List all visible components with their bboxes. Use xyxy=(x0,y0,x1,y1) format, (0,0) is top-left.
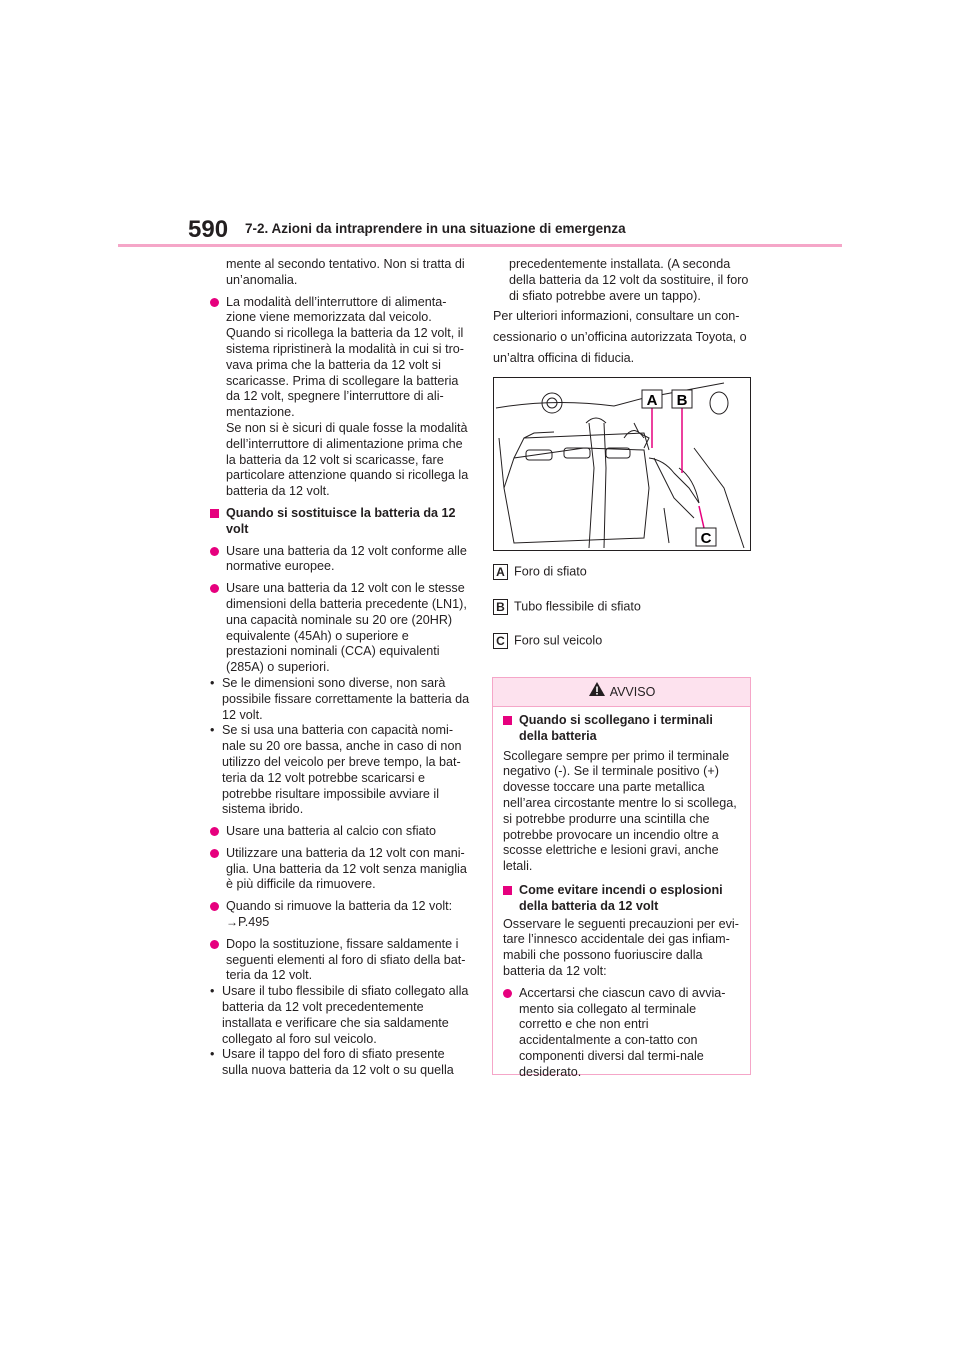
battery-illustration xyxy=(493,377,751,551)
warning-triangle-icon xyxy=(588,679,606,707)
warning-bullet: Accertarsi che ciascun cavo di avvia-mento sia collegato al terminale corretto e che non entri accidentalmente a con-tatto con componenti diversi dal termi-nale desiderato. xyxy=(503,986,740,1081)
warning-box xyxy=(492,677,751,1079)
continued-text: precedentemente installata. (A seconda della batteria da 12 volt da sostituire, il foro di sfiato potrebbe avere un tappo). xyxy=(509,257,749,303)
bullet-text: Quando si rimuove la batteria da 12 volt: xyxy=(226,899,453,914)
bullet-european: Usare una batteria da 12 volt conforme alle normative europee. xyxy=(210,544,472,576)
bullet-power-mode xyxy=(210,295,472,500)
figure-label-b: B xyxy=(676,392,688,409)
paragraph-dealer: Per ulteriori informazioni, consultare un con-cessionario o un’officina autorizzata Toyota, o un’altra officina di fiducia. xyxy=(493,309,747,366)
warning-heading-disconnect: Quando si scollegano i terminali della batteria xyxy=(503,713,740,745)
legend-text: Tubo flessibile di sfiato xyxy=(514,599,641,614)
warning-heading-fire: Come evitare incendi o esplosioni della batteria da 12 volt xyxy=(503,883,740,915)
bullet-text: La modalità dell’interruttore di alimenta-zione viene memorizzata dal veicolo. Quando si ricollega la batteria da 12 volt, il sistema ripristinerà la modalità in cui si tro-vava prima che la batteria da 12 volt si scaricasse. Prima di scollegare la batteria da 12 volt, spegnere l’interruttore di ali-mentazione. xyxy=(226,294,464,420)
dash-item: • Usare il tappo del foro di sfiato presente sulla nuova batteria da 12 volt o su quella xyxy=(210,1047,472,1079)
warning-title: AVVISO xyxy=(609,685,656,699)
right-column xyxy=(493,257,755,369)
page-reference-link[interactable]: →P.495 xyxy=(226,915,270,930)
warning-body xyxy=(493,707,750,1081)
legend-item-a xyxy=(493,564,587,580)
bullet-dimensions xyxy=(210,581,472,676)
figure-label-c: C xyxy=(700,530,712,547)
warning-header xyxy=(493,678,750,707)
legend-text: Foro sul veicolo xyxy=(514,633,603,648)
battery-drawing xyxy=(494,378,750,550)
continued-text: mente al secondo tentativo. Non si tratta di un’anomalia. xyxy=(226,257,465,287)
bullet-calcium: Usare una batteria al calcio con sfiato xyxy=(210,824,472,840)
legend-text: Foro di sfiato xyxy=(514,564,587,579)
bullet-removal xyxy=(210,899,472,931)
bullet-handle: Utilizzare una batteria da 12 volt con mani-glia. Una batteria da 12 volt senza maniglia è più difficile da rimuovere. xyxy=(210,846,472,893)
bullet-after-replacement: Dopo la sostituzione, fissare saldamente i seguenti elementi al foro di sfiato della bat-teria da 12 volt. xyxy=(210,937,472,984)
bullet-text-extra: Se non si è sicuri di quale fosse la modalità dell’interruttore di alimentazione prima che la batteria da 12 volt si scaricasse, fare particolare attenzione quando si ricollega la batteria da 12 volt. xyxy=(226,420,469,499)
section-heading-replace: Quando si sostituisce la batteria da 12 volt xyxy=(210,506,472,538)
legend-letter: A xyxy=(493,564,508,580)
legend-letter: C xyxy=(493,633,508,649)
header-rule xyxy=(118,244,842,247)
dash-item: • Se si usa una batteria con capacità nomi-nale su 20 ore bassa, anche in caso di non utilizzo del veicolo per breve tempo, la bat-teria da 12 volt potrebbe scaricarsi e potrebbe risultare impossibile avviare il sistema ibrido. xyxy=(210,723,472,818)
dash-item: • Usare il tubo flessibile di sfiato collegato alla batteria da 12 volt precedentemente installata e verificare che sia saldamente collegato al foro sul veicolo. xyxy=(210,984,472,1047)
warning-paragraph: Scollegare sempre per primo il terminale negativo (-). Se il terminale positivo (+) dovesse toccare una parte metallica nell’area circostante mentre lo si scollega, si potrebbe produrre una scintilla che potrebbe provocare un incendio oltre a scosse elettriche e lesioni gravi, anche letali. xyxy=(503,748,737,874)
legend-item-b xyxy=(493,599,641,615)
page-number: 590 xyxy=(188,216,229,243)
bullet-text: Usare una batteria da 12 volt con le stesse dimensioni della batteria precedente (LN1), una capacità nominale su 20 ore (20HR) equivalente (45Ah) o superiore e prestazioni nominali (CCA) equivalenti (285A) o superiori. xyxy=(226,581,467,675)
figure-label-a: A xyxy=(646,392,658,409)
left-column xyxy=(210,257,472,1079)
arrow-icon: → xyxy=(226,915,238,930)
chapter-title: 7-2. Azioni da intraprendere in una situazione di emergenza xyxy=(245,221,626,236)
legend-letter: B xyxy=(493,599,508,615)
warning-paragraph: Osservare le seguenti precauzioni per evi-tare l’innesco accidentale dei gas infiam-mabili che possono fuoriuscire dalla batteria da 12 volt: xyxy=(503,916,739,978)
dash-item: • Se le dimensioni sono diverse, non sarà possibile fissare correttamente la batteria da 12 volt. xyxy=(210,676,472,723)
legend-item-c xyxy=(493,633,602,649)
